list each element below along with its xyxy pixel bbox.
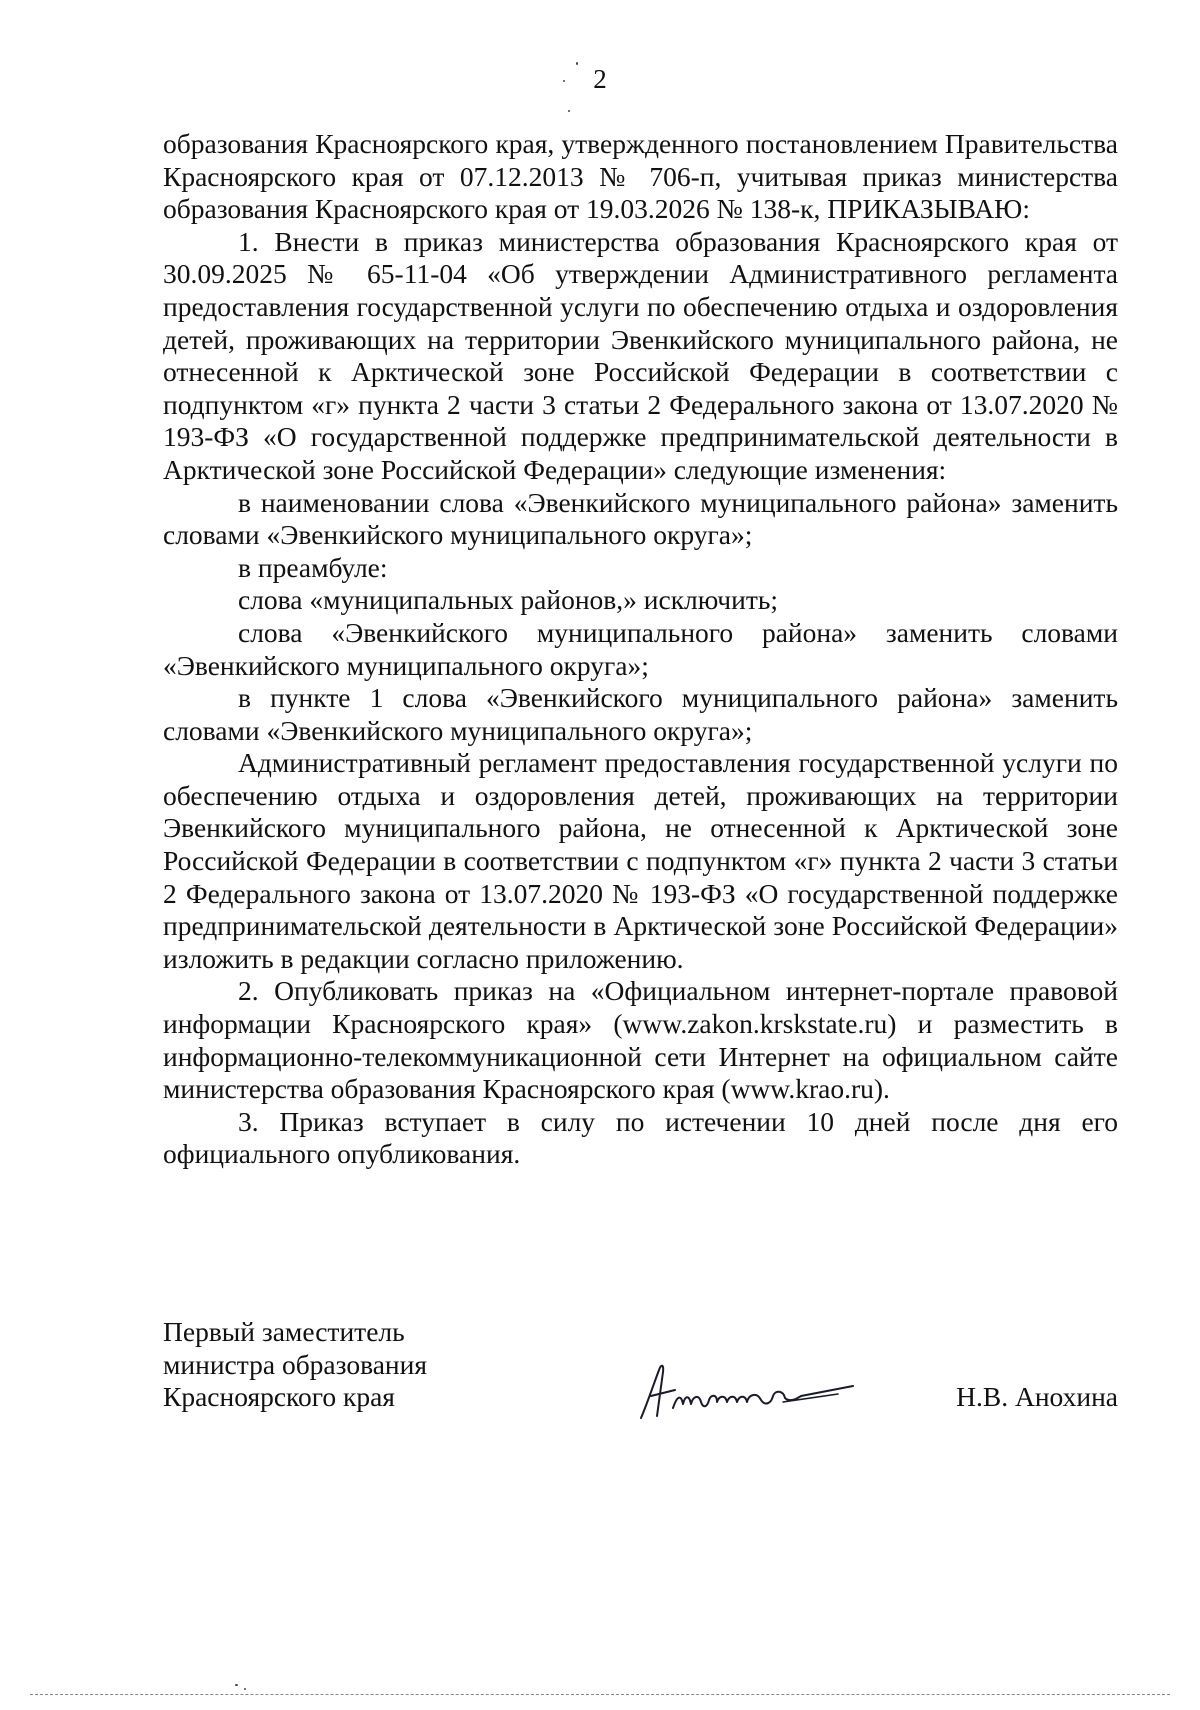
order-body xyxy=(163,128,1118,1171)
amendment-preamble-replace: слова «Эвенкийского муниципального района» заменить словами «Эвенкийского муниципального округа»; xyxy=(163,616,1118,681)
regulation-new-edition-paragraph: Административный регламент предоставления государственной услуги по обеспечению отдыха и оздоровления детей, проживающих на территории Эвенкийского муниципального района, не отнесенной к Арктической зоне Российской Федерации в соответствии с подпунктом «г» пункта 2 части 3 статьи 2 Федерального закона от 13.07.2020 № 193-ФЗ «О государственной поддержке предпринимательской деятельности в Арктической зоне Российской Федерации» изложить в редакции согласно приложению. xyxy=(163,747,1118,974)
signer-name: Н.В. Анохина xyxy=(956,1381,1118,1412)
scan-speck xyxy=(235,1684,238,1686)
clause-3-paragraph: 3. Приказ вступает в силу по истечении 10 дней после дня его официального опубликования. xyxy=(163,1105,1118,1170)
clause-2-paragraph: 2. Опубликовать приказ на «Официальном интернет-портале правовой информации Красноярского края» (www.zakon.krskstate.ru) и разместить в информационно-телекоммуникационной сети Интернет на официальном сайте министерства образования Красноярского края (www.krao.ru). xyxy=(163,975,1118,1105)
amendment-preamble-heading: в преамбуле: xyxy=(238,551,388,583)
handwritten-signature xyxy=(633,1356,863,1426)
scan-speck xyxy=(244,1688,246,1690)
scan-speck xyxy=(576,62,578,65)
scan-speck xyxy=(563,80,565,82)
signer-position-line: Первый заместитель xyxy=(163,1316,405,1347)
amendment-point-1: в пункте 1 слова «Эвенкийского муниципального района» заменить словами «Эвенкийского муниципального округа»; xyxy=(163,682,1118,746)
preamble-paragraph: образования Красноярского края, утвержденного постановлением Правительства Красноярского края от 07.12.2013 № 706-п, учитывая приказ министерства образования Красноярского края от 19.03.2026 № 138-к, ПРИКАЗЫВАЮ: xyxy=(163,128,1118,225)
amendment-title-paragraph: в наименовании слова «Эвенкийского муниципального района» заменить словами «Эвенкийского муниципального округа»; xyxy=(163,486,1118,551)
signer-position xyxy=(163,1316,427,1414)
signer-position-line: Красноярского края xyxy=(163,1381,395,1413)
signer-position-line: министра образования xyxy=(163,1348,428,1380)
scan-bottom-edge xyxy=(30,1694,1170,1695)
clause-1-paragraph: 1. Внести в приказ министерства образования Красноярского края от 30.09.2025 № 65-11-04 «Об утверждении Административного регламента предоставления государственной услуги по обеспечению отдыха и оздоровления детей, проживающих на территории Эвенкийского муниципального района, не отнесенной к Арктической зоне Российской Федерации в соответствии с подпунктом «г» пункта 2 части 3 статьи 2 Федерального закона от 13.07.2020 № 193-ФЗ «О государственной поддержке предпринимательской деятельности в Арктической зоне Российской Федерации» следующие изменения: xyxy=(163,225,1118,485)
amendment-preamble-exclude: слова «муниципальных районов,» исключить; xyxy=(238,584,779,616)
signature-block xyxy=(163,1316,1118,1426)
scan-speck xyxy=(568,110,570,112)
page-number: 2 xyxy=(593,64,607,94)
